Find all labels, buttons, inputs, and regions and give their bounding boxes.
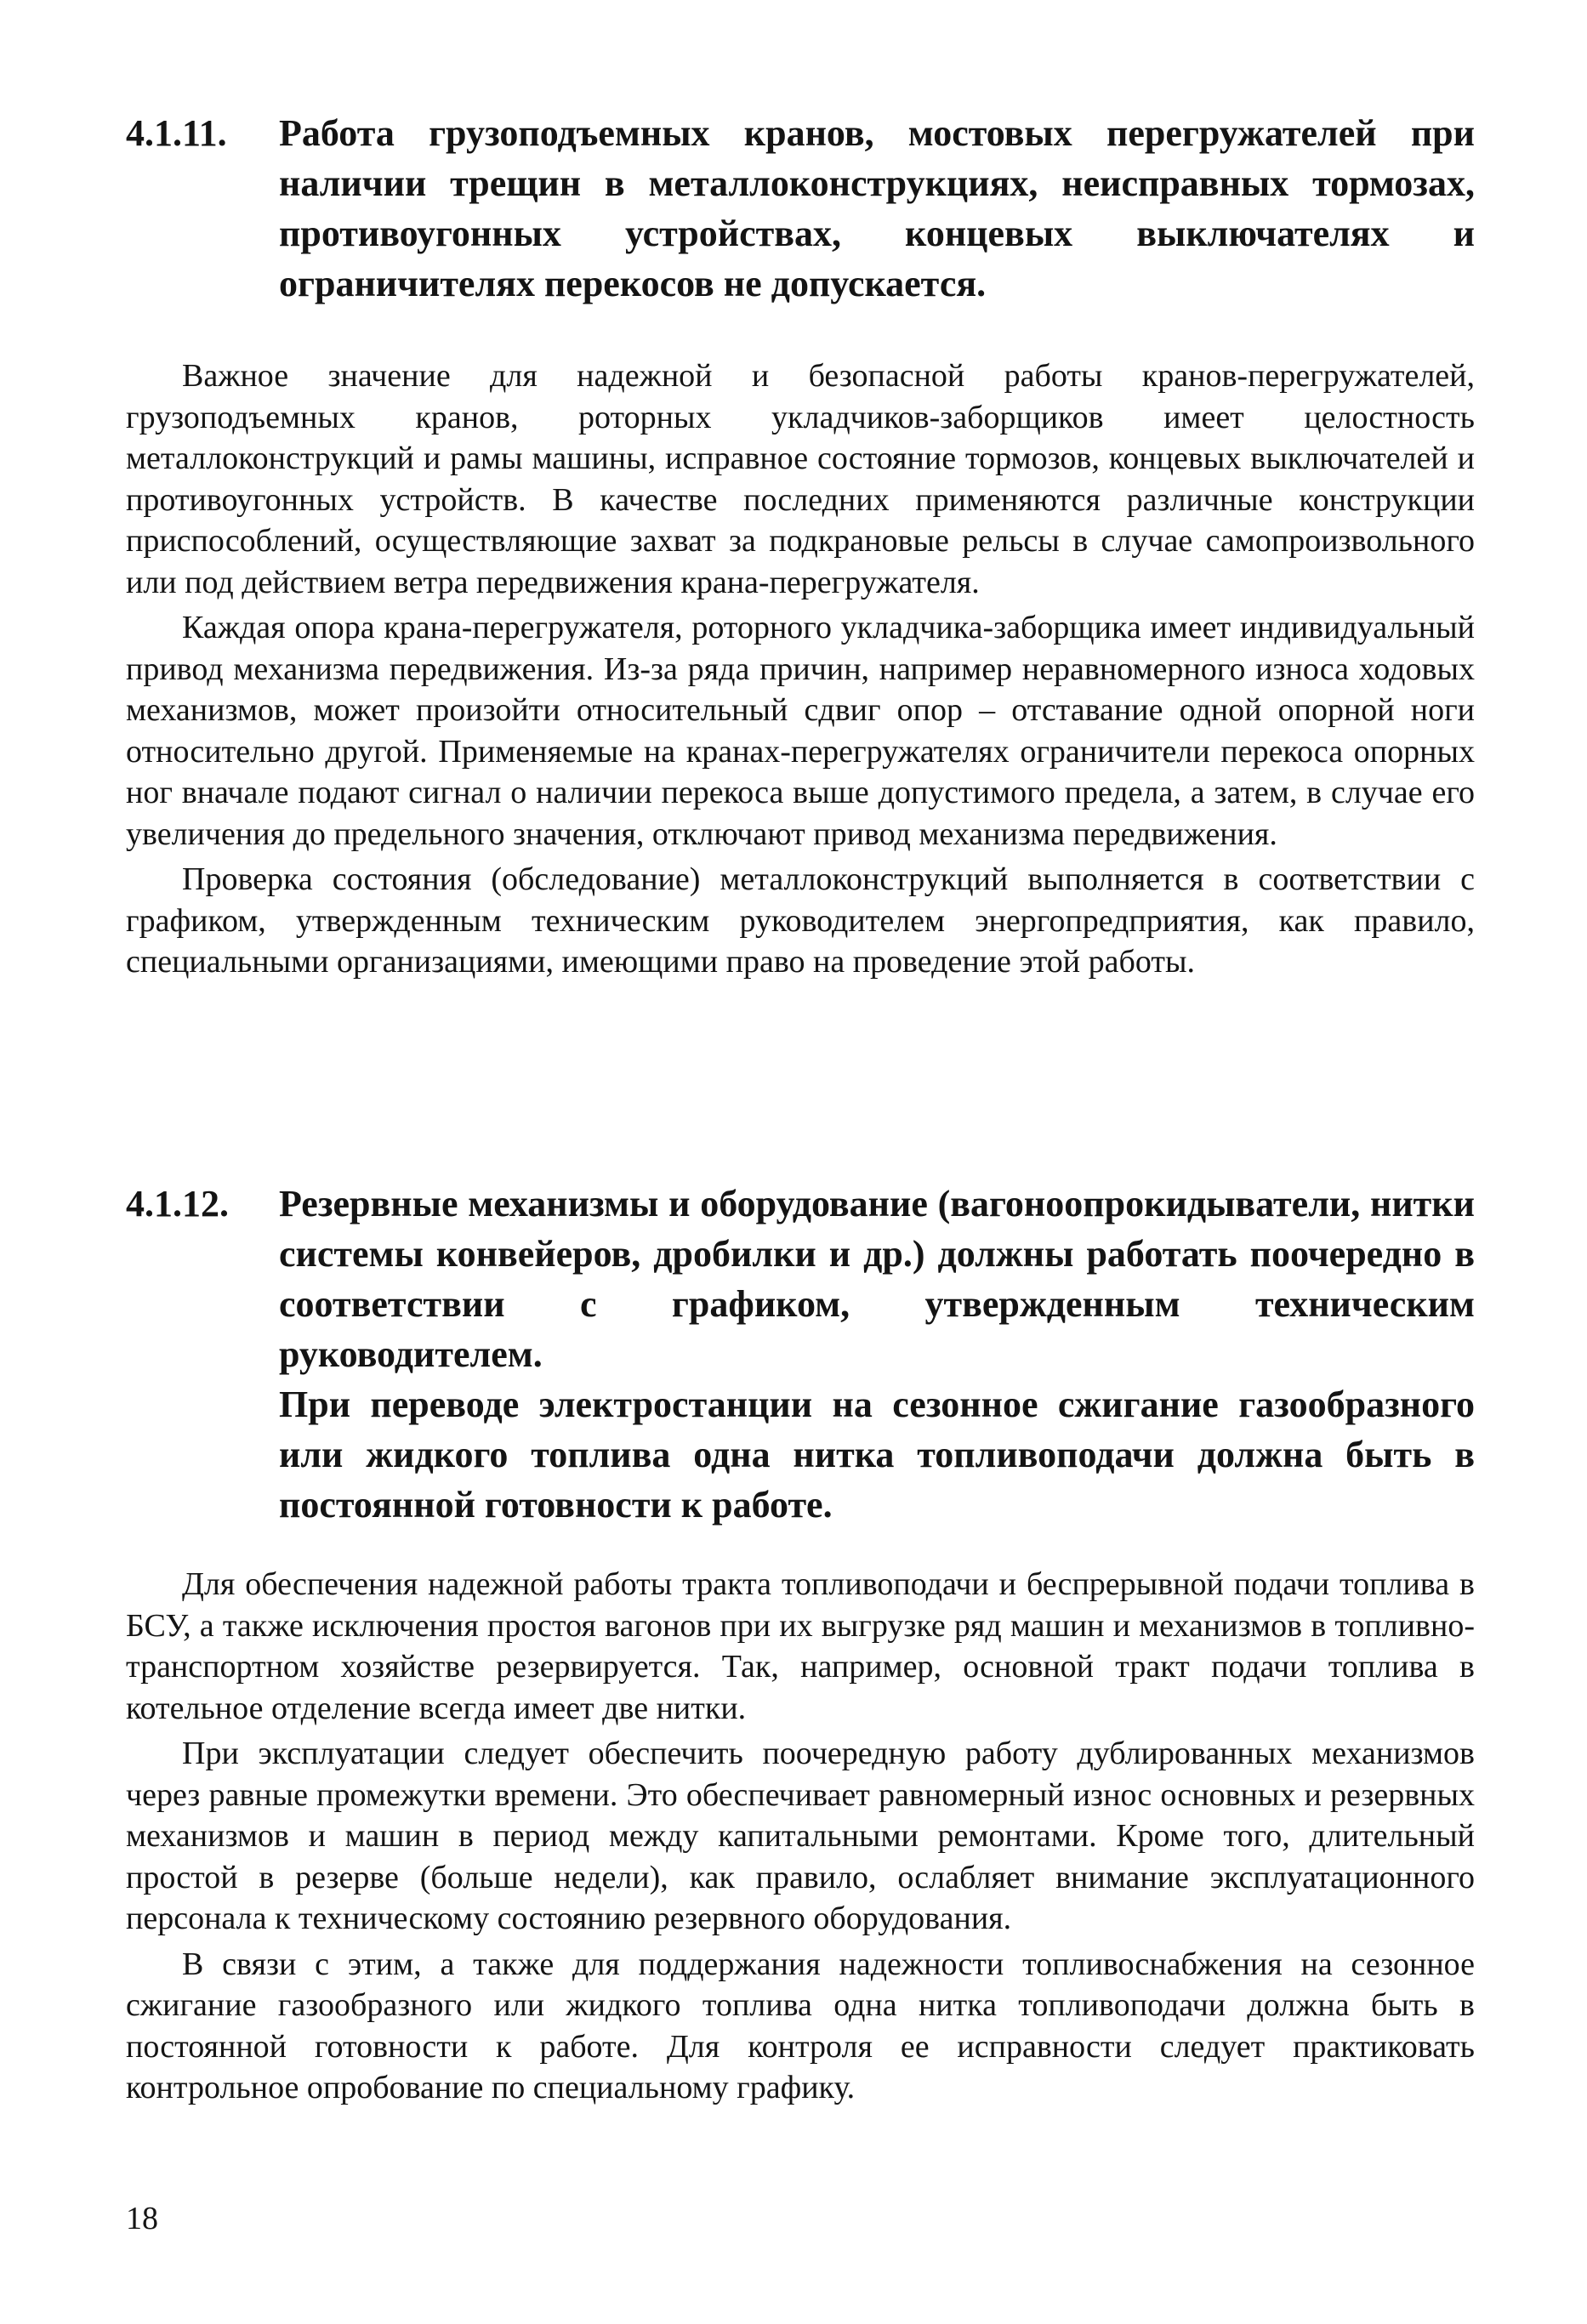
section-title-paragraph: При переводе электростанции на сезонное сжигание газообразного или жидкого топлива одна нитка топливоподачи должна быть в постоянной готовности к работе.	[279, 1384, 1475, 1526]
section-title-paragraph: Работа грузоподъемных кранов, мостовых перегружателей при наличии трещин в металлоконструкциях, неисправных тормозах, противоугонных устройствах, концевых выключателях и ограничителях перекосов не допускается.	[279, 112, 1475, 304]
section-body	[126, 355, 1475, 983]
body-paragraph: Каждая опора крана-перегружателя, роторного укладчика-заборщика имеет индивидуальный привод механизма передвижения. Из-за ряда причин, например неравномерного износа ходовых механизмов, может произойти относительный сдвиг опор – отставание одной опорной ноги относительно другой. Применяемые на кранах-перегружателях ограничители перекоса опорных ног вначале подают сигнал о наличии перекоса выше допустимого предела, а затем, в случае его увеличения до предельного значения, отключают привод механизма передвижения.	[126, 610, 1475, 852]
section-heading	[126, 108, 1475, 309]
section-4-1-11	[126, 108, 1475, 983]
body-paragraph: Для обеспечения надежной работы тракта топливоподачи и беспрерывной подачи топлива в БСУ, а также исключения простоя вагонов при их выгрузке ряд машин и механизмов в топливно-транспортном хозяйстве резервируется. Так, например, основной тракт подачи топлива в котельное отделение всегда имеет две нитки.	[126, 1566, 1475, 1726]
section-number: 4.1.12.	[126, 1183, 229, 1225]
body-paragraph: В связи с этим, а также для поддержания надежности топливоснабжения на сезонное сжигание газообразного или жидкого топлива одна нитка топливоподачи должна быть в постоянной готовности к работе. Для контроля ее исправности следует практиковать контрольное опробование по специальному графику.	[126, 1946, 1475, 2105]
section-number: 4.1.11.	[126, 112, 227, 154]
body-paragraph: Проверка состояния (обследование) металлоконструкций выполняется в соответствии с графиком, утвержденным техническим руководителем энергопредприятия, как правило, специальными организациями, имеющими право на проведение этой работы.	[126, 861, 1475, 980]
page-number: 18	[126, 2201, 158, 2236]
section-heading	[126, 1179, 1475, 1530]
section-body	[126, 1564, 1475, 2109]
section-title	[279, 108, 1475, 309]
section-title	[279, 1179, 1475, 1530]
body-paragraph: Важное значение для надежной и безопасной работы кранов-перегружателей, грузоподъемных кранов, роторных укладчиков-заборщиков имеет целостность металлоконструкций и рамы машины, исправное состояние тормозов, концевых выключателей и противоугонных устройств. В качестве последних применяются различные конструкции приспособлений, осуществляющие захват за подкрановые рельсы в случае самопроизвольного или под действием ветра передвижения крана-перегружателя.	[126, 358, 1475, 600]
section-title-paragraph: Резервные механизмы и оборудование (вагоноопрокидыватели, нитки системы конвейеров, дробилки и др.) должны работать поочередно в соответствии с графиком, утвержденным техническим руководителем.	[279, 1183, 1475, 1375]
body-paragraph: При эксплуатации следует обеспечить поочередную работу дублированных механизмов через равные промежутки времени. Это обеспечивает равномерный износ основных и резервных механизмов и машин в период между капитальными ремонтами. Кроме того, длительный простой в резерве (больше недели), как правило, ослабляет внимание эксплуатационного персонала к техническому состоянию резервного оборудования.	[126, 1736, 1475, 1936]
section-4-1-12	[126, 1179, 1475, 2109]
